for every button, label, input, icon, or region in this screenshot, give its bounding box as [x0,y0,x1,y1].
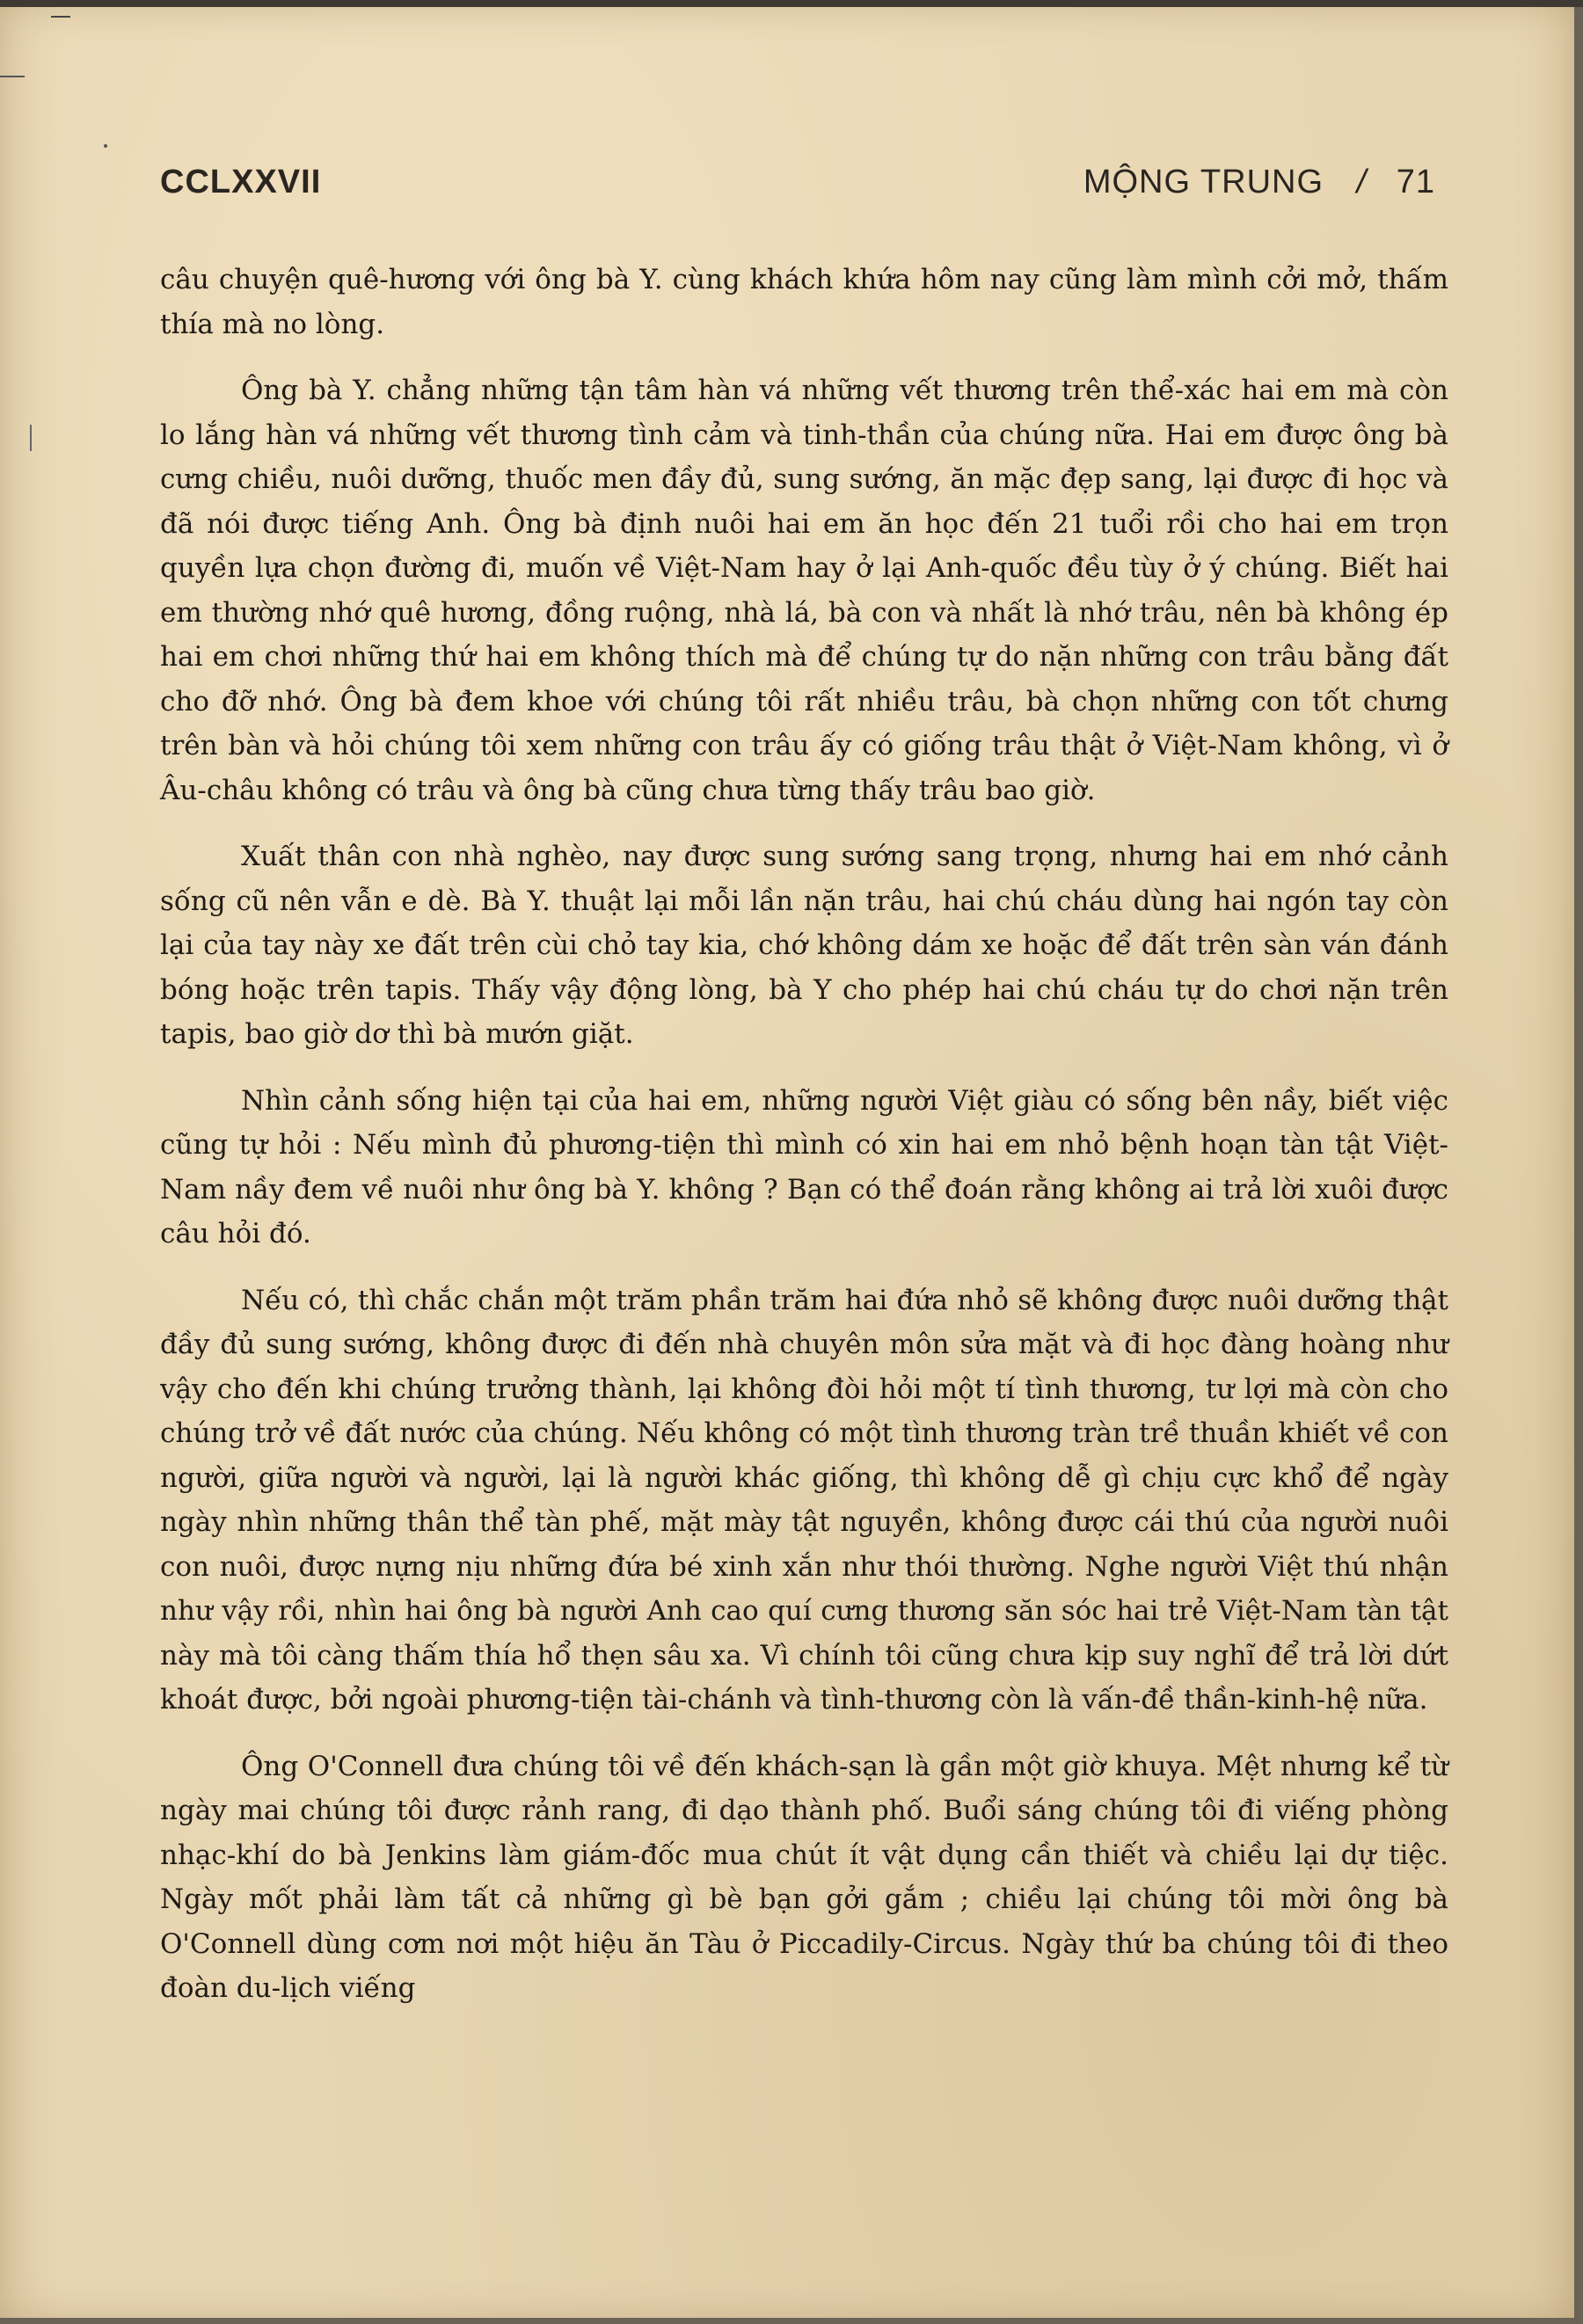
page-body [160,258,1448,2033]
paragraph-1: câu chuyện quê-hương với ông bà Y. cùng khách khứa hôm nay cũng làm mình cởi mở, thấm thía mà no lòng. [160,264,1448,340]
page-number: 71 [1396,164,1435,200]
chapter-number: CCLXXVII [160,164,322,200]
scan-speck-top-left [51,16,70,18]
header-right [1083,164,1435,201]
book-page [0,7,1574,2318]
scan-top-edge [0,0,1583,7]
paragraph-3: Xuất thân con nhà nghèo, nay được sung sướng sang trọng, nhưng hai em nhớ cảnh sống cũ nên vẫn e dè. Bà Y. thuật lại mỗi lần nặn trâu, hai chú cháu dùng hai ngón tay còn lại của tay này xe đất trên cùi chỏ tay kia, chớ không dám xe hoặc để đất trên sàn ván đánh bóng hoặc trên tapis. Thấy vậy động lòng, bà Y cho phép hai chú cháu tự do chơi nặn trên tapis, bao giờ dơ thì bà mướn giặt. [160,841,1448,1050]
header-separator: / [1356,164,1368,200]
paragraph-6: Ông O'Connell đưa chúng tôi về đến khách-sạn là gần một giờ khuya. Mệt nhưng kể từ ngày mai chúng tôi được rảnh rang, đi dạo thành phố. Buổi sáng chúng tôi đi viếng phòng nhạc-khí do bà Jenkins làm giám-đốc mua chút ít vật dụng cần thiết và chiều lại dự tiệc. Ngày mốt phải làm tất cả những gì bè bạn gởi gắm ; chiều lại chúng tôi mời ông bà O'Connell dùng cơm nơi một hiệu ăn Tàu ở Piccadily-Circus. Ngày thứ ba chúng tôi đi theo đoàn du-lịch viếng [160,1750,1448,2004]
paragraph-4: Nhìn cảnh sống hiện tại của hai em, những người Việt giàu có sống bên nầy, biết việc cũng tự hỏi : Nếu mình đủ phương-tiện thì mình có xin hai em nhỏ bệnh hoạn tàn tật Việt-Nam nầy đem về nuôi như ông bà Y. không ? Bạn có thể đoán rằng không ai trả lời xuôi được câu hỏi đó. [160,1084,1448,1249]
paragraph-5: Nếu có, thì chắc chắn một trăm phần trăm hai đứa nhỏ sẽ không được nuôi dưỡng thật đầy đủ sung sướng, không được đi đến nhà chuyên môn sửa mặt và đi học đàng hoàng như vậy cho đến khi chúng trưởng thành, lại không đòi hỏi một tí tình thương, tư lợi mà còn cho chúng trở về đất nước của chúng. Nếu không có một tình thương tràn trề thuần khiết về con người, giữa người và người, lại là người khác giống, thì không dễ gì chịu cực khổ để ngày ngày nhìn những thân thể tàn phế, mặt mày tật nguyền, không được cái thú của người nuôi con nuôi, được nựng nịu những đứa bé xinh xắn như thói thường. Nghe người Việt thú nhận như vậy rồi, nhìn hai ông bà người Anh cao quí cưng thương săn sóc hai trẻ Việt-Nam tàn tật này mà tôi càng thấm thía hổ thẹn sâu xa. Vì chính tôi cũng chưa kịp suy nghĩ để trả lời dứt khoát được, bởi ngoài phương-tiện tài-chánh và tình-thương còn là vấn-đề thần-kinh-hệ nữa. [160,1284,1448,1716]
scan-speck-left [104,144,107,148]
running-header [160,164,1435,209]
scan-speck-corner [0,76,25,77]
book-title: MỘNG TRUNG [1083,164,1324,200]
paragraph-2: Ông bà Y. chẳng những tận tâm hàn vá những vết thương trên thể-xác hai em mà còn lo lắng hàn vá những vết thương tình cảm và tinh-thần của chúng nữa. Hai em được ông bà cưng chiều, nuôi dưỡng, thuốc men đầy đủ, sung sướng, ăn mặc đẹp sang, lại được đi học và đã nói được tiếng Anh. Ông bà định nuôi hai em ăn học đến 21 tuổi rồi cho hai em trọn quyền lựa chọn đường đi, muốn về Việt-Nam hay ở lại Anh-quốc đều tùy ở ý chúng. Biết hai em thường nhớ quê hương, đồng ruộng, nhà lá, bà con và nhất là nhớ trâu, nên bà không ép hai em chơi những thứ hai em không thích mà để chúng tự do nặn những con trâu bằng đất cho đỡ nhớ. Ông bà đem khoe với chúng tôi rất nhiều trâu, bà chọn những con tốt chưng trên bàn và hỏi chúng tôi xem những con trâu ấy có giống trâu thật ở Việt-Nam không, vì ở Âu-châu không có trâu và ông bà cũng chưa từng thấy trâu bao giờ. [160,375,1448,806]
scan-speck-margin [30,425,32,451]
